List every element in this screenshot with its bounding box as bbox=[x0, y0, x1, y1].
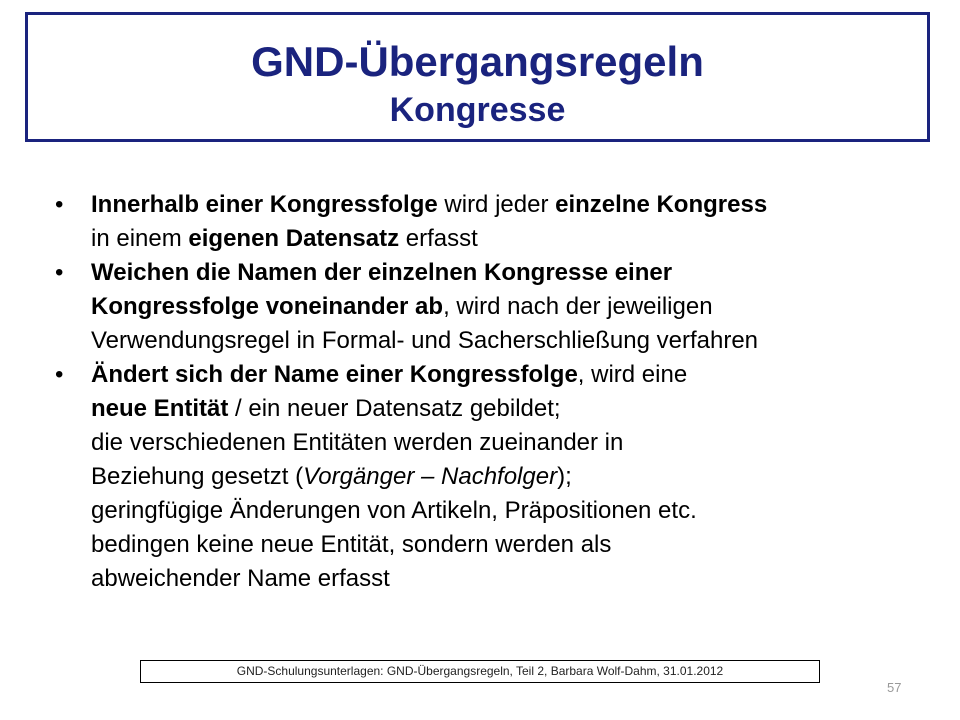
text-run: eigenen Datensatz bbox=[188, 225, 400, 252]
slide-subtitle: Kongresse bbox=[389, 91, 566, 129]
bullet-text bbox=[91, 426, 623, 460]
text-run: einzelne Kongress bbox=[555, 191, 768, 218]
page-number: 57 bbox=[887, 680, 902, 695]
text-run: abweichender Name erfasst bbox=[91, 565, 390, 592]
text-run: Innerhalb einer Kongressfolge bbox=[91, 191, 438, 218]
text-run: / ein neuer Datensatz gebildet; bbox=[228, 395, 561, 422]
text-run: Vorgänger – Nachfolger bbox=[303, 463, 558, 490]
text-run: neue Entität bbox=[91, 395, 229, 422]
bullet-text bbox=[91, 392, 561, 426]
bullet-text bbox=[91, 562, 390, 596]
bullet-text bbox=[91, 324, 758, 358]
text-run: , wird eine bbox=[577, 361, 688, 388]
title-box bbox=[25, 12, 930, 142]
text-run: bedingen keine neue Entität, sondern werden als bbox=[91, 531, 612, 558]
bullet-marker: • bbox=[55, 361, 64, 388]
text-run: Ändert sich der Name einer Kongressfolge bbox=[91, 361, 578, 388]
text-run: Weichen die Namen der einzelnen Kongresse einer bbox=[91, 259, 673, 286]
bullet-text bbox=[91, 290, 713, 324]
text-run: Beziehung gesetzt ( bbox=[91, 463, 304, 490]
text-run: geringfügige Änderungen von Artikeln, Präpositionen etc. bbox=[91, 497, 697, 524]
footer-citation: GND-Schulungsunterlagen: GND-Übergangsregeln, Teil 2, Barbara Wolf-Dahm, 31.01.2012 bbox=[140, 660, 820, 683]
bullet-text bbox=[91, 358, 687, 392]
bullet-text bbox=[91, 256, 672, 290]
text-run: erfasst bbox=[399, 225, 478, 252]
text-run: in einem bbox=[91, 225, 189, 252]
bullet-text bbox=[91, 528, 611, 562]
text-run: die verschiedenen Entitäten werden zueinander in bbox=[91, 429, 624, 456]
slide-title: GND-Übergangsregeln bbox=[251, 38, 704, 85]
bullet-text bbox=[91, 222, 478, 256]
text-run: wird jeder bbox=[437, 191, 556, 218]
text-run: , wird nach der jeweiligen bbox=[443, 293, 713, 320]
bullet-text bbox=[91, 494, 697, 528]
text-run: ); bbox=[557, 463, 572, 490]
bullet-text bbox=[91, 460, 572, 494]
bullet-text bbox=[91, 188, 767, 222]
bullet-marker: • bbox=[55, 191, 64, 218]
text-run: Verwendungsregel in Formal- und Sacherschließung verfahren bbox=[91, 327, 759, 354]
text-run: Kongressfolge voneinander ab bbox=[91, 293, 444, 320]
bullet-marker: • bbox=[55, 259, 64, 286]
